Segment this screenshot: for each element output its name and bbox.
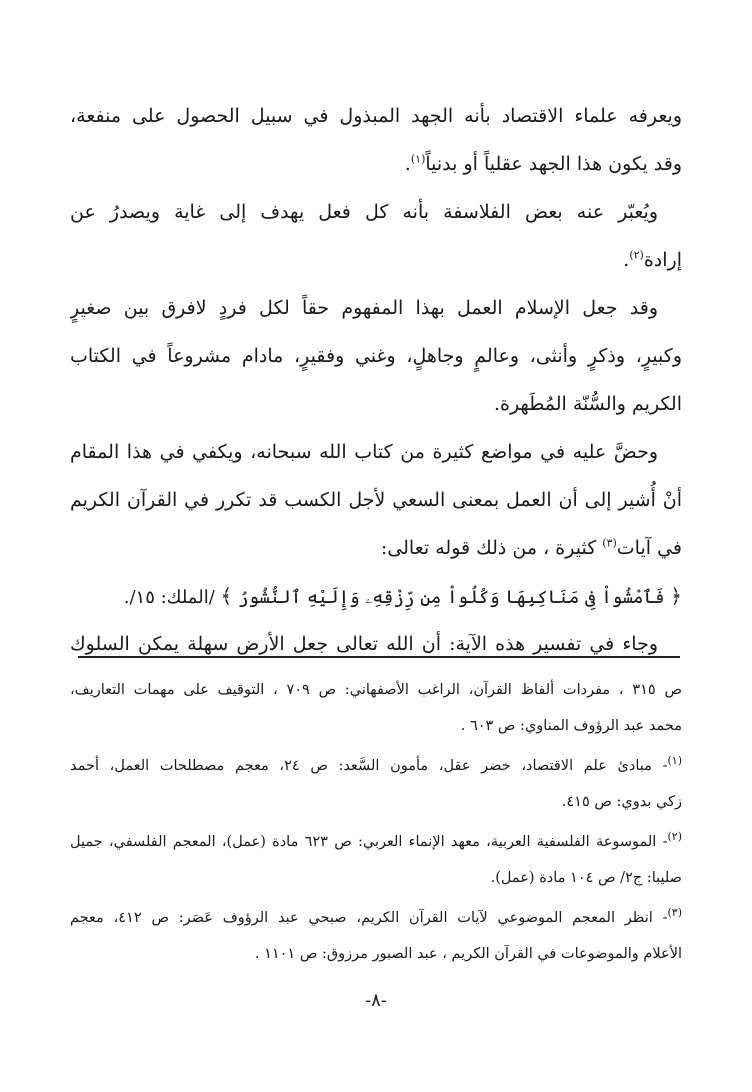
footnote-line: صليبا: ج٢/ ص ١٠٤ مادة (عمل). — [490, 870, 682, 886]
footnote-line: الأعلام والموضوعات في القرآن الكريم ، عبد الصبور مرزوق: ص ١١٠١ . — [254, 946, 682, 962]
footnote-line: $^{(١)}$- مبادئ علم الاقتصاد، خضر عقل، مأمون السَّعد: ص ٢٤، معجم مصطلحات العمل، أحمد — [70, 754, 682, 774]
footnotes — [70, 672, 682, 972]
verse-close-bracket: ﴾ — [220, 584, 233, 608]
verse-text: فَٱمْشُواْ فِى مَنَاكِبِهَا وَكُلُواْ مِن رِّزْقِهِۦ وَإِلَيْهِ ٱلنُّشُورُ — [237, 587, 665, 608]
paragraph-line: ويُعبّر عنه بعض الفلاسفة بأنه كل فعل يهدف إلى غاية ويصدرُ عن — [70, 201, 658, 223]
paragraph-line: إرادة$^{(٢)}$. — [623, 248, 682, 271]
footnote-line: ص ٣١٥ ، مفردات ألفاظ القرآن، الراغب الأصفهاني: ص ٧٠٩ ، التوقيف على مهمات التعاريف، — [70, 682, 682, 698]
paragraph-line: وكبيرٍ، وذكرٍ وأنثى، وعالمٍ وجاهلٍ، وغني وفقيرٍ، مادام مشروعاً في الكتاب — [70, 345, 682, 367]
footnote-line: $^{(٢)}$- الموسوعة الفلسفية العربية، معهد الإنماء العربي: ص ٦٢٣ مادة (عمل)، المعجم الفلسفي، جميل — [70, 830, 682, 850]
paragraph-line: وقد جعل الإسلام العمل بهذا المفهوم حقاً لكل فردٍ لافرق بين صغيرٍ — [70, 297, 658, 319]
footnote-marker: (١) — [667, 754, 682, 768]
footnote-ref: (٢) — [629, 248, 644, 262]
paragraph-line: أنْ أُشير إلى أن العمل بمعنى السعي لأجل الكسب قد تكرر في القرآن الكريم — [70, 489, 682, 511]
footnote-marker: (٣) — [667, 906, 682, 920]
quran-verse — [70, 572, 682, 620]
footnote-line: $^{(٣)}$- انظر المعجم الموضوعي لآيات القرآن الكريم، صبحي عبد الرؤوف عَصَر: ص ٤١٢، معجم — [70, 906, 682, 926]
page-number: -٨- — [365, 990, 387, 1011]
body-text — [70, 92, 682, 668]
paragraph-line: في آيات$^{(٣)}$ كثيرة ، من ذلك قوله تعالى: — [380, 536, 682, 559]
verse-open-bracket: ﴿ — [670, 584, 682, 608]
paragraph-line: وقد يكون هذا الجهد عقلياً أو بدنياً$^{(١)}$. — [404, 152, 682, 175]
footnote-ref: (٣) — [602, 536, 617, 550]
footnote-marker: (٢) — [667, 830, 682, 844]
paragraph-line: وحضَّ عليه في مواضع كثيرة من كتاب الله سبحانه، ويكفي في هذا المقام — [70, 441, 658, 463]
paragraph-line: الكريم والسُّنّة المُطَهرة. — [493, 393, 682, 415]
paragraph-line: وجاء في تفسير هذه الآية: أن الله تعالى جعل الأرض سهلة يمكن السلوك — [70, 633, 658, 655]
footnote-line: محمد عبد الرؤوف المناوي: ص ٦٠٣ . — [460, 718, 682, 734]
footnote-line: زكي بدوي: ص ٤١٥. — [561, 794, 682, 810]
paragraph-line: ويعرفه علماء الاقتصاد بأنه الجهد المبذول في سبيل الحصول على منفعة، — [70, 105, 682, 127]
footnote-divider — [78, 656, 680, 658]
verse-citation: /الملك: ١٥/. — [123, 587, 215, 608]
footnote-ref: (١) — [410, 152, 426, 166]
